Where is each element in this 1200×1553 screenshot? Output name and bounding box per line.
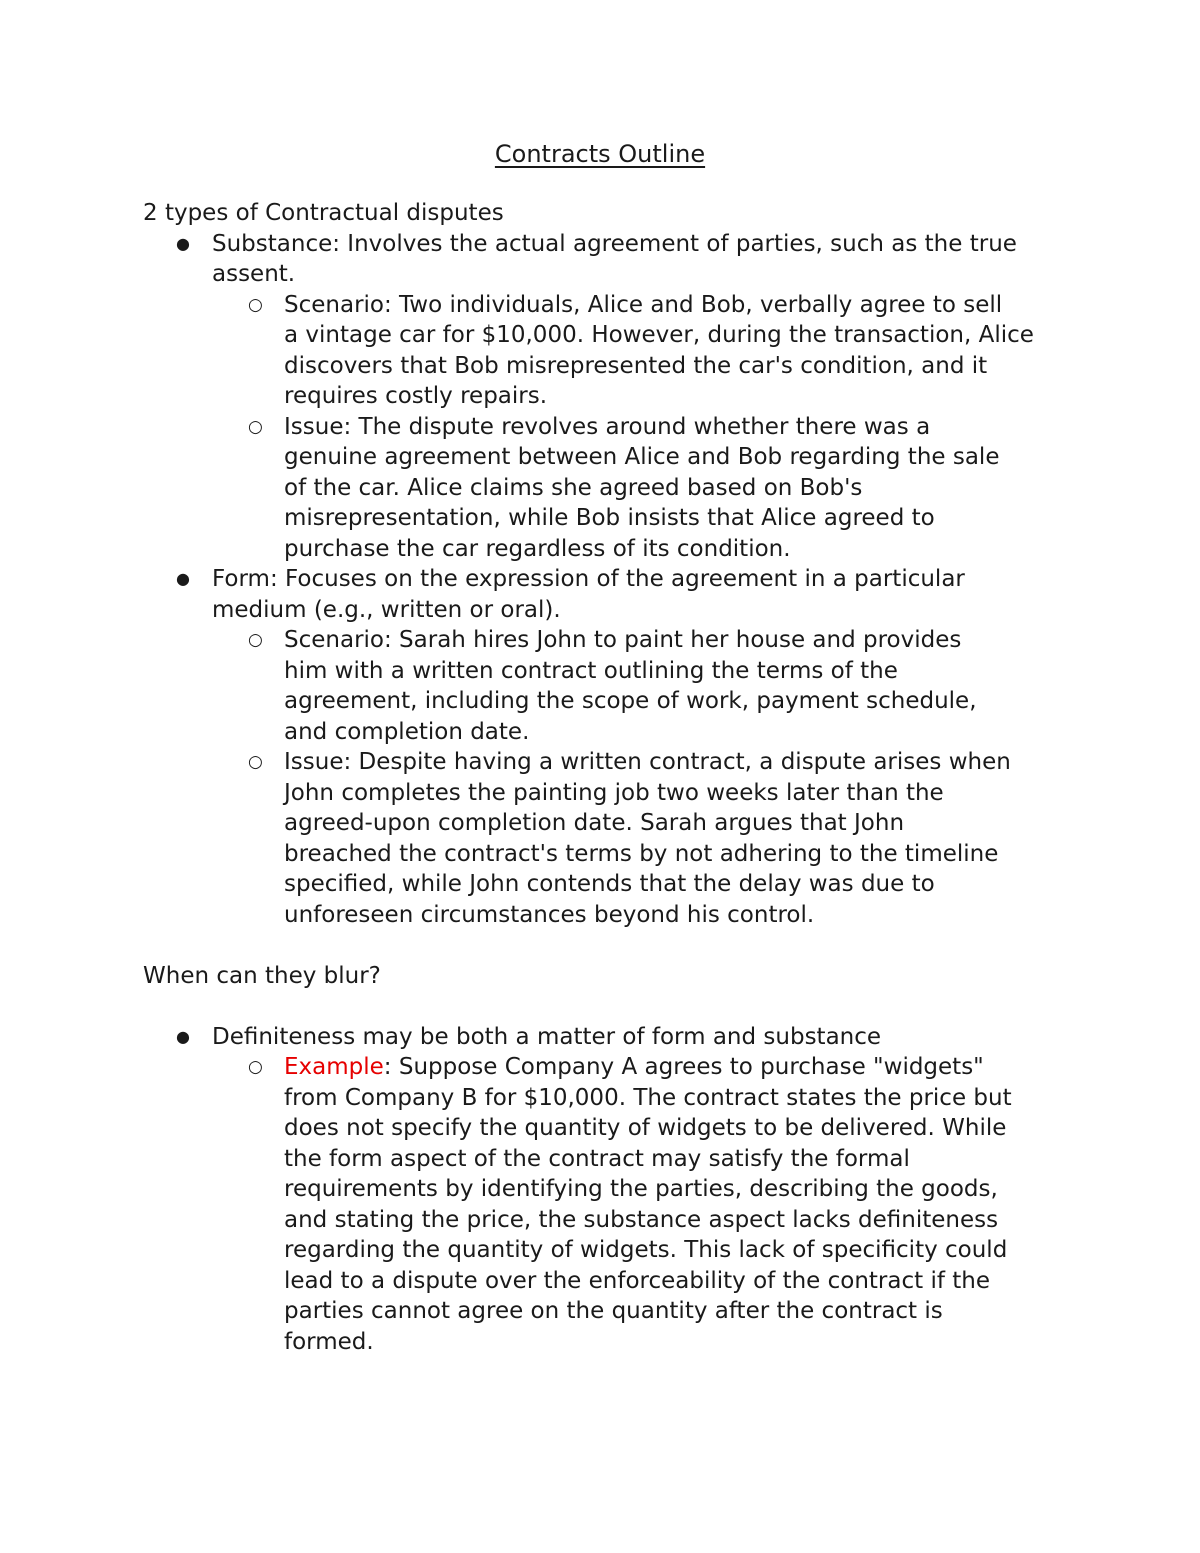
hollow-circle-bullet-icon: ○ bbox=[248, 1057, 263, 1077]
definiteness-sublist bbox=[212, 1052, 1083, 1357]
list-item-substance bbox=[176, 229, 1083, 565]
text-line: agreed-upon completion date. Sarah argues that John bbox=[284, 810, 905, 836]
text-line: Scenario: Two individuals, Alice and Bob, verbally agree to sell bbox=[284, 291, 1003, 318]
filled-circle-bullet-icon: ● bbox=[176, 569, 190, 588]
blank-line bbox=[143, 991, 1083, 1022]
list-item-form bbox=[176, 564, 1083, 930]
text-line: discovers that Bob misrepresented the car's condition, and it bbox=[284, 352, 988, 379]
hollow-circle-bullet-icon: ○ bbox=[248, 416, 263, 437]
text-line: does not specify the quantity of widgets to be delivered. While bbox=[284, 1115, 1007, 1141]
example-label: Example bbox=[284, 1054, 384, 1080]
blank-line bbox=[143, 930, 1083, 961]
hollow-circle-bullet-icon: ○ bbox=[248, 630, 263, 650]
text-line: specified, while John contends that the delay was due to bbox=[284, 871, 935, 897]
substance-sublist bbox=[212, 290, 1083, 565]
filled-circle-bullet-icon: ● bbox=[176, 233, 190, 253]
text-line: purchase the car regardless of its condition. bbox=[284, 535, 791, 562]
filled-circle-bullet-icon: ● bbox=[176, 1026, 190, 1046]
text-line: from Company B for $10,000. The contract states the price but bbox=[284, 1084, 1012, 1111]
text-line: genuine agreement between Alice and Bob regarding the sale bbox=[284, 444, 1000, 470]
page-title: Contracts Outline bbox=[494, 140, 706, 168]
text-line: him with a written contract outlining the terms of the bbox=[284, 657, 898, 684]
text-line: Scenario: Sarah hires John to paint her house and provides bbox=[284, 627, 962, 653]
list-item-example bbox=[248, 1052, 1083, 1357]
text-line: agreement, including the scope of work, payment schedule, bbox=[284, 688, 977, 714]
section-heading-dispute-types: 2 types of Contractual disputes bbox=[143, 200, 504, 226]
text-line: formed. bbox=[284, 1328, 374, 1355]
form-line-1: Form: Focuses on the expression of the agreement in a particular bbox=[212, 566, 965, 592]
list-item-definiteness bbox=[176, 1022, 1083, 1358]
text-line: the form aspect of the contract may satisfy the formal bbox=[284, 1145, 910, 1172]
list-item-substance-scenario bbox=[248, 290, 1083, 412]
text-line: John completes the painting job two weeks later than the bbox=[284, 779, 944, 806]
form-sublist bbox=[212, 625, 1083, 930]
section-heading-blur: When can they blur? bbox=[143, 962, 381, 989]
text-line: and completion date. bbox=[284, 718, 530, 745]
text-line: requirements by identifying the parties, describing the goods, bbox=[284, 1176, 998, 1202]
text-line: and stating the price, the substance aspect lacks definiteness bbox=[284, 1206, 999, 1233]
example-first-line-text: : Suppose Company A agrees to purchase "widgets" bbox=[383, 1054, 984, 1080]
list-item-form-scenario bbox=[248, 625, 1083, 747]
text-line: misrepresentation, while Bob insists that Alice agreed to bbox=[284, 505, 935, 531]
document-body bbox=[143, 198, 1083, 1357]
substance-line-2: assent. bbox=[212, 261, 296, 287]
text-line: requires costly repairs. bbox=[284, 383, 548, 409]
list-item-substance-issue bbox=[248, 412, 1083, 565]
text-line: a vintage car for $10,000. However, during the transaction, Alice bbox=[284, 322, 1034, 348]
definiteness-text: Definiteness may be both a matter of form and substance bbox=[212, 1023, 882, 1050]
text-line: Issue: The dispute revolves around whether there was a bbox=[284, 413, 931, 440]
dispute-types-list bbox=[143, 229, 1083, 931]
text-line: of the car. Alice claims she agreed based on Bob's bbox=[284, 474, 863, 501]
text-line: lead to a dispute over the enforceability of the contract if the bbox=[284, 1267, 991, 1294]
form-line-2: medium (e.g., written or oral). bbox=[212, 596, 561, 623]
text-line: Issue: Despite having a written contract, a dispute arises when bbox=[284, 749, 1011, 775]
text-line: parties cannot agree on the quantity after the contract is bbox=[284, 1298, 943, 1324]
text-line: breached the contract's terms by not adhering to the timeline bbox=[284, 840, 999, 867]
hollow-circle-bullet-icon: ○ bbox=[248, 294, 263, 315]
text-line: regarding the quantity of widgets. This lack of specificity could bbox=[284, 1237, 1008, 1263]
example-first-line bbox=[284, 1052, 1083, 1083]
blur-list bbox=[143, 1022, 1083, 1358]
text-line: unforeseen circumstances beyond his control. bbox=[284, 901, 815, 928]
list-item-form-issue bbox=[248, 747, 1083, 930]
substance-line-1: Substance: Involves the actual agreement of parties, such as the true bbox=[212, 230, 1017, 257]
hollow-circle-bullet-icon: ○ bbox=[248, 752, 263, 772]
